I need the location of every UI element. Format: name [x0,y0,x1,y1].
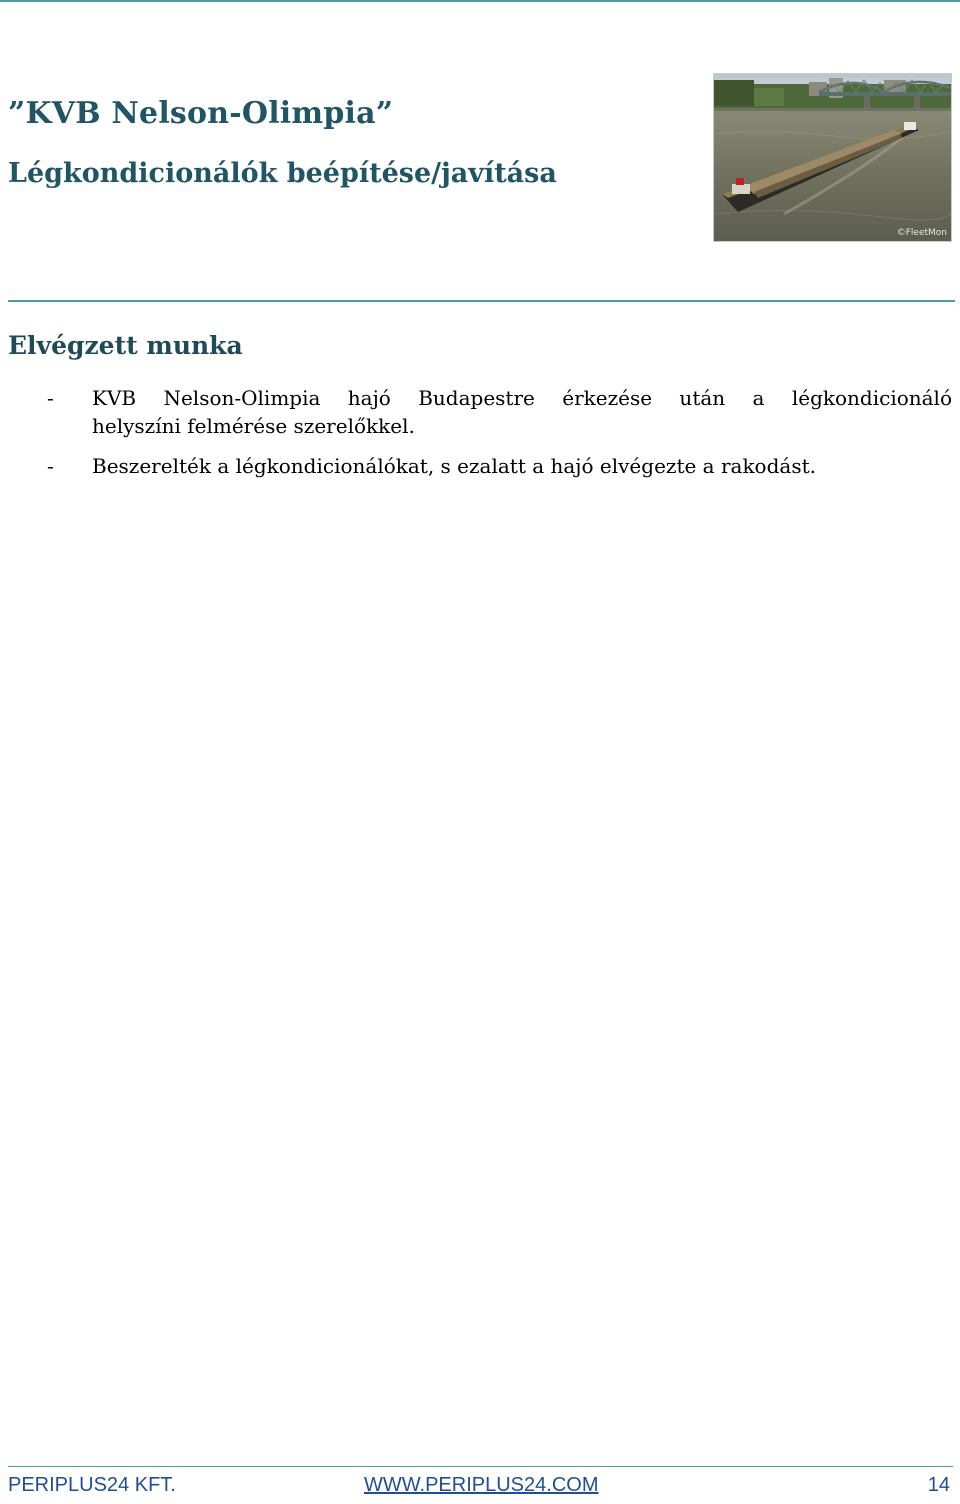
list-item-text: Beszerelték a légkondicionálókat, s ezalatt a hajó elvégezte a rakodást. [92,454,816,478]
list-item-line: KVB Nelson-Olimpia hajó Budapestre érkezése után a légkondicionáló [92,386,952,410]
document-subtitle: Légkondicionálók beépítése/javítása [8,158,557,189]
list-bullet: - [47,386,54,410]
top-rule [0,0,960,2]
list-item-line: helyszíni felmérése szerelőkkel. [92,414,415,438]
page-number: 14 [927,1474,950,1496]
footer-company: PERIPLUS24 KFT. [8,1474,176,1496]
barge-photo [713,73,952,242]
document-title: ”KVB Nelson-Olimpia” [8,96,394,131]
page-footer [8,1474,950,1500]
list-bullet: - [47,454,54,478]
footer-divider [8,1466,953,1467]
work-list [0,384,955,480]
footer-website-link[interactable]: WWW.PERIPLUS24.COM [364,1474,599,1496]
section-heading: Elvégzett munka [8,331,243,360]
section-divider [8,300,955,302]
list-item [0,384,955,440]
list-item-text [92,384,952,440]
list-item [0,452,955,480]
photo-watermark: ©FleetMon [896,228,947,238]
